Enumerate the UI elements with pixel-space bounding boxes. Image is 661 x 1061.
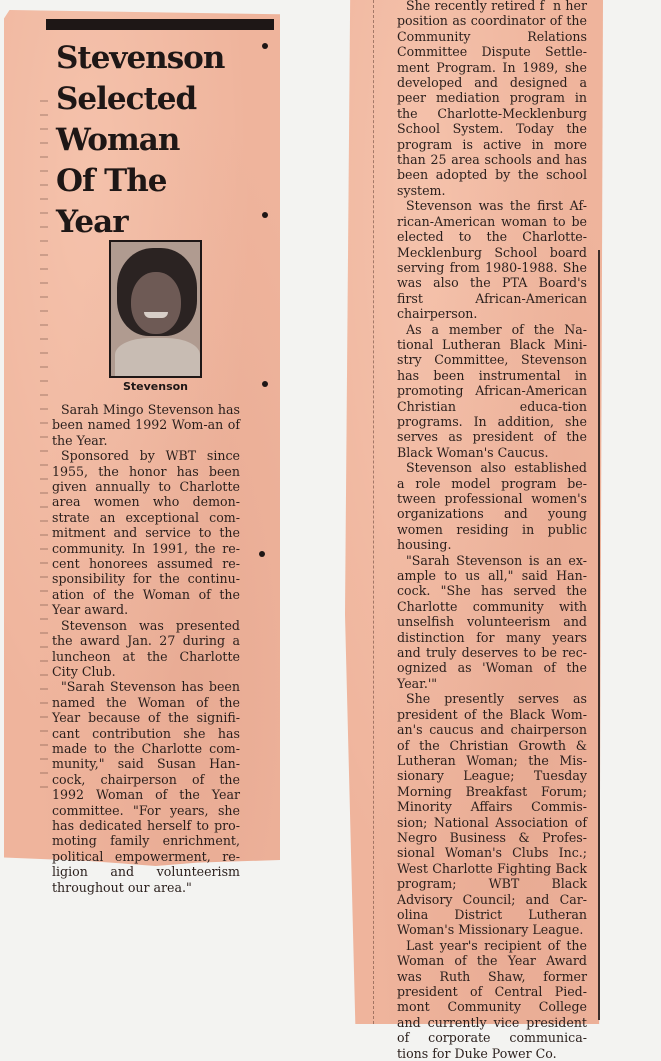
headline	[56, 38, 271, 243]
margin-dot-icon	[262, 381, 268, 387]
paragraph: "Sarah Stevenson has been named the Woman of the Year because of the signifi-cant contribution she has made to the Charlotte com-munity," said Susan Han-cock, chairperson of the 1992 Woman of the Year committee. "For years, she has dedicated herself to pro-moting family enrichment, political empowerment, re-ligion and volunteerism throughout our area."	[52, 679, 240, 895]
column-border-rule	[598, 250, 600, 1020]
paragraph: Sarah Mingo Stevenson has been named 1992 Wom-an of the Year.	[52, 402, 240, 448]
margin-dot-icon	[259, 551, 265, 557]
paragraph: Stevenson was the first Af-rican-American woman to be elected to the Charlotte-Mecklenburg School board serving from 1980-1988. She was also the PTA Board's first African-American chairperson.	[397, 198, 587, 322]
headline-line: Of The	[56, 163, 167, 199]
left-article-column	[52, 402, 240, 895]
photo-caption: Stevenson	[122, 380, 189, 393]
margin-tick-marks	[40, 100, 48, 800]
paragraph: Sponsored by WBT since 1955, the honor has been given annually to Charlotte area women who demon-strate an exceptional com-mitment and service to the community. In 1991, the re-cent honorees assumed re-sponsibility for the continu-ation of the Woman of the Year award.	[52, 448, 240, 618]
margin-dot-icon	[262, 43, 268, 49]
paragraph: She recently retired f n her position as coordinator of the Community Relations Committee Dispute Settle-ment Program. In 1989, she developed and designed a peer mediation program in the Charlotte-Mecklenburg School System. Today the program is active in more than 25 area schools and has been adopted by the school system.	[397, 0, 587, 198]
cut-guide-dashed-line	[373, 0, 374, 1024]
paragraph: As a member of the Na-tional Lutheran Black Mini-stry Committee, Stevenson has been instrumental in promoting African-American Christian educa-tion programs. In addition, she serves as president of the Black Woman's Caucus.	[397, 321, 587, 460]
paragraph: Stevenson also established a role model program be-tween professional women's organizations and young women residing in public housing.	[397, 460, 587, 553]
headline-rule	[46, 19, 274, 30]
paragraph: She presently serves as president of the Black Wom-an's caucus and chairperson of the Christian Growth & Lutheran Woman; the Mis-sionary League; Tuesday Morning Breakfast Forum; Minority Affairs Commis-sion; National Association of Negro Business & Profes-sional Woman's Clubs Inc.; West Charlotte Fighting Back program; WBT Black Advisory Council; and Car-olina District Lutheran Woman's Missionary League.	[397, 691, 587, 938]
paragraph: Last year's recipient of the Woman of the Year Award was Ruth Shaw, former president of Central Pied-mont Community College and currently vice president of corporate communica-tions for Duke Power Co.	[397, 937, 587, 1061]
portrait-photo	[109, 240, 202, 378]
headline-line: Woman	[56, 122, 180, 158]
headline-line: Selected	[56, 81, 197, 117]
headline-line: Stevenson	[56, 40, 225, 76]
paragraph: "Sarah Stevenson is an ex-ample to us all," said Han-cock. "She has served the Charlotte community with unselfish volunteerism and distinction for many years and truly deserves to be rec-ognized as 'Woman of the Year.'"	[397, 552, 587, 691]
right-article-column	[397, 0, 587, 1061]
paragraph: Stevenson was presented the award Jan. 27 during a luncheon at the Charlotte City Club.	[52, 617, 240, 679]
headline-line: Year	[56, 204, 128, 240]
margin-dot-icon	[262, 212, 268, 218]
